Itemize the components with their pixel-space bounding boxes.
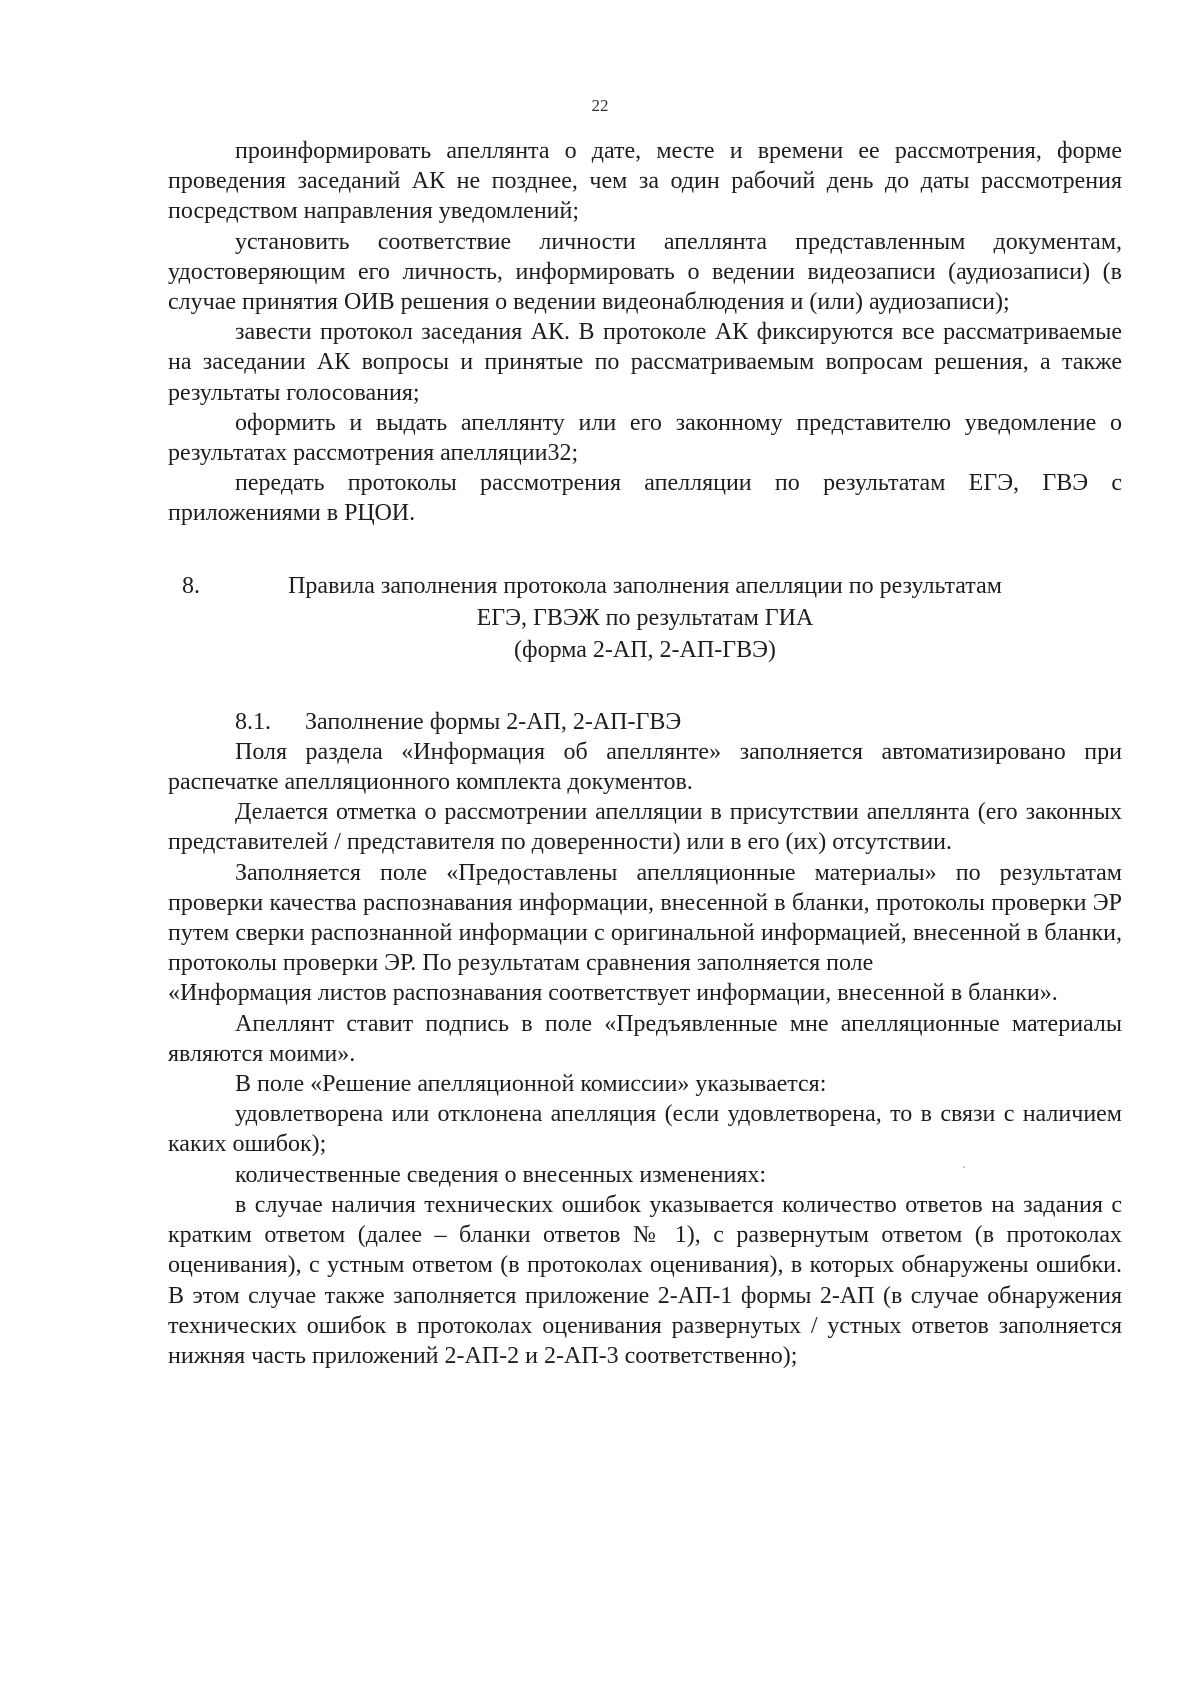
paragraph-verify-identity: установить соответствие личности апеллянта представленным документам, удостоверяющим его личность, информировать о ведении видеозаписи (аудиозаписи) (в случае принятия ОИВ решения о ведении видеонаблюдения и (или) аудиозаписи);	[168, 228, 1122, 316]
paragraph-notification: оформить и выдать апеллянту или его законному представителю уведомление о результатах рассмотрения апелляции32;	[168, 409, 1122, 467]
document-body	[168, 136, 1122, 1371]
paragraph-technical-errors: в случае наличия технических ошибок указывается количество ответов на задания с кратким ответом (далее – бланки ответов № 1), с развернутым ответом (в протоколах оценивания), с устным ответом (в протоколах оценивания), в которых обнаружены ошибки. В этом случае также заполняется приложение 2-АП-1 формы 2-АП (в случае обнаружения технических ошибок в протоколах оценивания развернутых / устных ответов заполняется нижняя часть приложений 2-АП-2 и 2-АП-3 соответственно);	[168, 1191, 1122, 1369]
paragraph-materials-field: Заполняется поле «Предоставлены апелляционные материалы» по результатам проверки качества распознавания информации, внесенной в бланки, протоколы проверки ЭР путем сверки распознанной информации с оригинальной информацией, внесенной в бланки, протоколы проверки ЭР. По результатам сравнения заполняется поле	[168, 859, 1122, 977]
paragraph-signature: Апеллянт ставит подпись в поле «Предъявленные мне апелляционные материалы являются моими».	[168, 1010, 1122, 1067]
section-title-line-3: (форма 2-АП, 2-АП-ГВЭ)	[514, 636, 776, 663]
section-title-line-2: ЕГЭ, ГВЭЖ по результатам ГИА	[476, 604, 814, 631]
paragraph-satisfied-rejected: удовлетворена или отклонена апелляция (если удовлетворена, то в связи с наличием каких ошибок);	[168, 1101, 1122, 1158]
paragraph-inform-appellant: проинформировать апеллянта о дате, месте и времени ее рассмотрения, форме проведения заседаний АК не позднее, чем за один рабочий день до даты рассмотрения посредством направления уведомлений;	[168, 138, 1122, 225]
paragraph-quantitative-info: количественные сведения о внесенных изменениях:	[235, 1161, 767, 1188]
subsection-number: 8.1.	[235, 708, 271, 735]
paragraph-presence-mark: Делается отметка о рассмотрении апелляции в присутствии апеллянта (его законных представителей / представителя по доверенности) или в его (их) отсутствии.	[168, 799, 1122, 856]
scan-speck	[963, 1166, 965, 1168]
paragraph-transfer: передать протоколы рассмотрения апелляции по результатам ЕГЭ, ГВЭ с приложениями в РЦОИ.	[168, 470, 1122, 527]
subsection-title: Заполнение формы 2-АП, 2-АП-ГВЭ	[305, 708, 682, 735]
section-heading	[168, 570, 1122, 666]
paragraph-protocol: завести протокол заседания АК. В протоколе АК фиксируются все рассматриваемые на заседании АК вопросы и принятые по рассматриваемым вопросам решения, а также результаты голосования;	[168, 319, 1122, 406]
paragraph-recognition-field: «Информация листов распознавания соответствует информации, внесенной в бланки».	[168, 980, 1058, 1007]
section-number: 8.	[182, 572, 200, 599]
paragraph-commission-decision: В поле «Решение апелляционной комиссии» указывается:	[235, 1071, 827, 1098]
subsection-heading	[168, 707, 1122, 737]
section-title-line-1: Правила заполнения протокола заполнения апелляции по результатам	[288, 572, 1002, 599]
page-number: 22	[591, 96, 609, 115]
paragraph-appellant-info-fields: Поля раздела «Информация об апеллянте» заполняется автоматизировано при распечатке апелляционного комплекта документов.	[168, 738, 1122, 796]
